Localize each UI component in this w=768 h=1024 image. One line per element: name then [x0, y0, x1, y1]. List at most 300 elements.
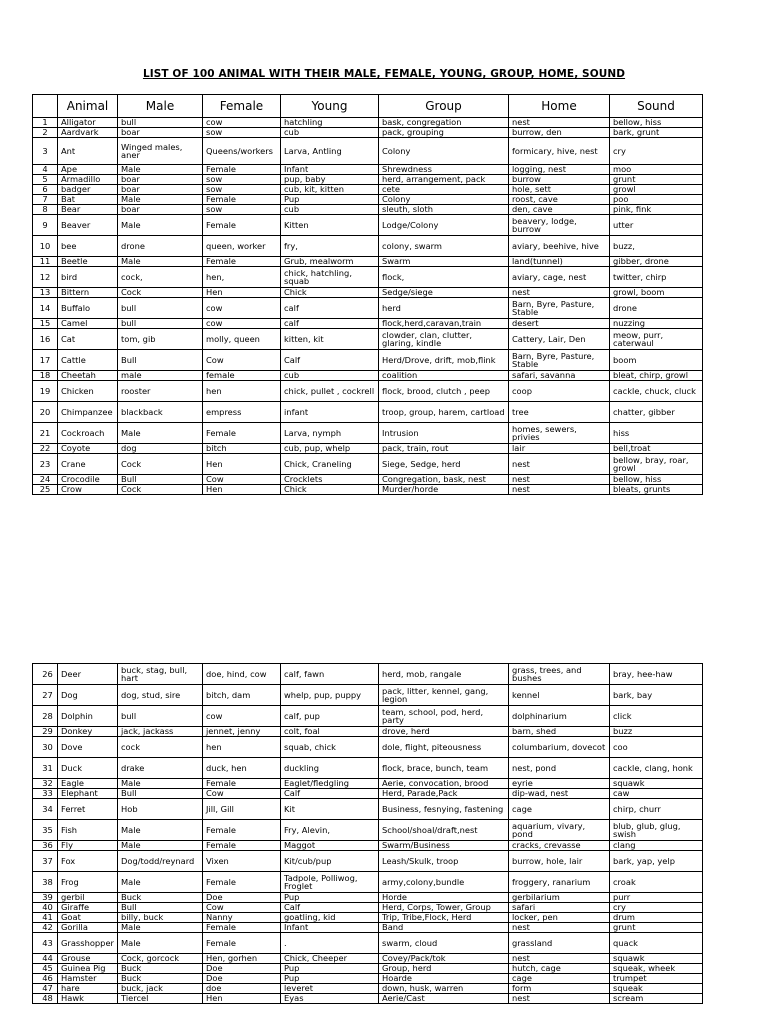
cell-female: female: [203, 371, 281, 381]
table-row: [33, 727, 703, 737]
header-group: Group: [379, 95, 509, 118]
cell-male: Tiercel: [118, 994, 203, 1004]
header-animal: Animal: [58, 95, 118, 118]
cell-home: nest, pond: [509, 758, 610, 779]
cell-group: dole, flight, piteousness: [379, 737, 509, 758]
cell-young: Maggot: [281, 841, 379, 851]
table-row: [33, 288, 703, 298]
cell-number: 38: [33, 872, 58, 893]
cell-home: nest: [509, 454, 610, 475]
cell-number: 34: [33, 799, 58, 820]
cell-group: army,colony,bundle: [379, 872, 509, 893]
cell-group: Congregation, bask, nest: [379, 475, 509, 485]
cell-male: Bull: [118, 475, 203, 485]
cell-animal: Ape: [58, 165, 118, 175]
cell-number: 47: [33, 984, 58, 994]
table-row: [33, 485, 703, 495]
cell-female: Doe: [203, 964, 281, 974]
cell-sound: bleat, chirp, growl: [610, 371, 703, 381]
cell-sound: drum: [610, 913, 703, 923]
cell-female: Female: [203, 820, 281, 841]
cell-number: 26: [33, 664, 58, 685]
cell-young: whelp, pup, puppy: [281, 685, 379, 706]
cell-sound: bleats, grunts: [610, 485, 703, 495]
cell-female: Hen, gorhen: [203, 954, 281, 964]
cell-group: flock,: [379, 267, 509, 288]
cell-animal: Eagle: [58, 779, 118, 789]
table-row: [33, 954, 703, 964]
cell-number: 37: [33, 851, 58, 872]
cell-group: herd, arrangement, pack: [379, 175, 509, 185]
cell-home: desert: [509, 319, 610, 329]
cell-animal: Camel: [58, 319, 118, 329]
table-row: [33, 994, 703, 1004]
cell-sound: growl, boom: [610, 288, 703, 298]
cell-number: 19: [33, 381, 58, 402]
cell-young: Calf: [281, 350, 379, 371]
cell-number: 30: [33, 737, 58, 758]
cell-female: jennet, jenny: [203, 727, 281, 737]
table-row: [33, 402, 703, 423]
cell-home: gerbilarium: [509, 893, 610, 903]
cell-sound: bark, bay: [610, 685, 703, 706]
cell-animal: Bear: [58, 205, 118, 215]
cell-animal: Cheetah: [58, 371, 118, 381]
cell-male: Male: [118, 841, 203, 851]
table-row: [33, 893, 703, 903]
cell-group: School/shoal/draft,nest: [379, 820, 509, 841]
cell-group: Shrewdness: [379, 165, 509, 175]
cell-young: Kit/cub/pup: [281, 851, 379, 872]
cell-home: aviary, beehive, hive: [509, 236, 610, 257]
cell-female: empress: [203, 402, 281, 423]
cell-male: Cock: [118, 288, 203, 298]
cell-male: dog: [118, 444, 203, 454]
cell-home: safari: [509, 903, 610, 913]
cell-group: colony, swarm: [379, 236, 509, 257]
cell-female: cow: [203, 319, 281, 329]
cell-animal: badger: [58, 185, 118, 195]
cell-home: locker, pen: [509, 913, 610, 923]
cell-female: cow: [203, 118, 281, 128]
cell-female: hen: [203, 737, 281, 758]
cell-home: grassland: [509, 933, 610, 954]
cell-animal: Chimpanzee: [58, 402, 118, 423]
cell-female: Jill, Gill: [203, 799, 281, 820]
cell-female: Female: [203, 923, 281, 933]
cell-male: Male: [118, 165, 203, 175]
cell-male: male: [118, 371, 203, 381]
cell-animal: Hawk: [58, 994, 118, 1004]
cell-group: pack, grouping: [379, 128, 509, 138]
cell-young: fry,: [281, 236, 379, 257]
cell-group: Herd, Corps, Tower, Group: [379, 903, 509, 913]
table-row: [33, 175, 703, 185]
cell-young: duckling: [281, 758, 379, 779]
cell-group: coalition: [379, 371, 509, 381]
header-young: Young: [281, 95, 379, 118]
cell-home: Barn, Byre, Pasture, Stable: [509, 298, 610, 319]
cell-animal: Elephant: [58, 789, 118, 799]
cell-number: 18: [33, 371, 58, 381]
cell-female: hen,: [203, 267, 281, 288]
cell-animal: Hamster: [58, 974, 118, 984]
cell-number: 15: [33, 319, 58, 329]
table-row: [33, 454, 703, 475]
cell-young: Pup: [281, 195, 379, 205]
cell-number: 29: [33, 727, 58, 737]
table-row: [33, 984, 703, 994]
animal-table-2: [32, 663, 703, 1004]
cell-animal: Bittern: [58, 288, 118, 298]
header-male: Male: [118, 95, 203, 118]
cell-number: 23: [33, 454, 58, 475]
cell-sound: bellow, hiss: [610, 475, 703, 485]
cell-female: sow: [203, 175, 281, 185]
cell-sound: squawk: [610, 779, 703, 789]
cell-animal: Bat: [58, 195, 118, 205]
cell-male: Male: [118, 933, 203, 954]
cell-young: Larva, nymph: [281, 423, 379, 444]
cell-animal: Dove: [58, 737, 118, 758]
cell-home: nest: [509, 485, 610, 495]
cell-female: sow: [203, 205, 281, 215]
cell-male: Male: [118, 423, 203, 444]
cell-animal: Ant: [58, 138, 118, 165]
cell-group: Group, herd: [379, 964, 509, 974]
cell-male: rooster: [118, 381, 203, 402]
cell-female: Vixen: [203, 851, 281, 872]
cell-animal: Fox: [58, 851, 118, 872]
table-row: [33, 185, 703, 195]
cell-home: tree: [509, 402, 610, 423]
cell-young: Larva, Antling: [281, 138, 379, 165]
cell-animal: Dog: [58, 685, 118, 706]
table-row: [33, 444, 703, 454]
cell-young: .: [281, 933, 379, 954]
cell-group: flock, brood, clutch , peep: [379, 381, 509, 402]
table-header-row: [33, 95, 703, 118]
table-row: [33, 789, 703, 799]
cell-home: Barn, Byre, Pasture, Stable: [509, 350, 610, 371]
cell-group: cete: [379, 185, 509, 195]
cell-male: cock: [118, 737, 203, 758]
table-row: [33, 215, 703, 236]
cell-young: Fry, Alevin,: [281, 820, 379, 841]
cell-young: Tadpole, Polliwog, Froglet: [281, 872, 379, 893]
cell-male: Buck: [118, 974, 203, 984]
cell-young: pup, baby: [281, 175, 379, 185]
cell-home: nest: [509, 288, 610, 298]
cell-sound: grunt: [610, 175, 703, 185]
cell-young: infant: [281, 402, 379, 423]
cell-male: Male: [118, 257, 203, 267]
cell-group: Trip, Tribe,Flock, Herd: [379, 913, 509, 923]
cell-young: kitten, kit: [281, 329, 379, 350]
cell-male: bull: [118, 706, 203, 727]
cell-home: cracks, crevasse: [509, 841, 610, 851]
cell-number: 31: [33, 758, 58, 779]
cell-sound: nuzzing: [610, 319, 703, 329]
cell-sound: coo: [610, 737, 703, 758]
table-body-1: [33, 118, 703, 495]
cell-home: columbarium, dovecot: [509, 737, 610, 758]
cell-sound: drone: [610, 298, 703, 319]
cell-sound: trumpet: [610, 974, 703, 984]
cell-female: Female: [203, 841, 281, 851]
cell-home: beavery, lodge, burrow: [509, 215, 610, 236]
cell-group: Intrusion: [379, 423, 509, 444]
cell-male: Male: [118, 820, 203, 841]
cell-group: swarm, cloud: [379, 933, 509, 954]
cell-animal: Coyote: [58, 444, 118, 454]
cell-female: Female: [203, 779, 281, 789]
cell-animal: Alligator: [58, 118, 118, 128]
cell-young: squab, chick: [281, 737, 379, 758]
cell-male: cock,: [118, 267, 203, 288]
cell-home: Cattery, Lair, Den: [509, 329, 610, 350]
cell-female: Hen: [203, 288, 281, 298]
cell-male: buck, stag, bull, hart: [118, 664, 203, 685]
cell-home: formicary, hive, nest: [509, 138, 610, 165]
cell-male: boar: [118, 175, 203, 185]
cell-sound: squeak: [610, 984, 703, 994]
cell-number: 24: [33, 475, 58, 485]
cell-female: Doe: [203, 974, 281, 984]
cell-young: Pup: [281, 893, 379, 903]
cell-home: land(tunnel): [509, 257, 610, 267]
cell-sound: squeak, wheek: [610, 964, 703, 974]
cell-young: colt, foal: [281, 727, 379, 737]
cell-animal: Duck: [58, 758, 118, 779]
cell-female: Nanny: [203, 913, 281, 923]
cell-male: bull: [118, 118, 203, 128]
header-home: Home: [509, 95, 610, 118]
cell-female: sow: [203, 185, 281, 195]
table-row: [33, 964, 703, 974]
cell-female: Hen: [203, 485, 281, 495]
cell-home: dip-wad, nest: [509, 789, 610, 799]
document-title: LIST OF 100 ANIMAL WITH THEIR MALE, FEMALE, YOUNG, GROUP, HOME, SOUND: [142, 68, 626, 80]
cell-number: 33: [33, 789, 58, 799]
cell-number: 16: [33, 329, 58, 350]
cell-female: bitch: [203, 444, 281, 454]
cell-home: cage: [509, 799, 610, 820]
cell-group: Sedge/siege: [379, 288, 509, 298]
cell-animal: Cattle: [58, 350, 118, 371]
table-row: [33, 128, 703, 138]
cell-young: Infant: [281, 923, 379, 933]
cell-young: Kit: [281, 799, 379, 820]
cell-group: drove, herd: [379, 727, 509, 737]
cell-young: cub, kit, kitten: [281, 185, 379, 195]
cell-young: Eaglet/fledgling: [281, 779, 379, 789]
cell-animal: Fish: [58, 820, 118, 841]
cell-male: buck, jack: [118, 984, 203, 994]
cell-female: Female: [203, 165, 281, 175]
cell-home: hutch, cage: [509, 964, 610, 974]
cell-sound: purr: [610, 893, 703, 903]
cell-sound: bellow, hiss: [610, 118, 703, 128]
table-row: [33, 118, 703, 128]
cell-male: jack, jackass: [118, 727, 203, 737]
table-row: [33, 298, 703, 319]
cell-home: nest: [509, 475, 610, 485]
cell-group: herd: [379, 298, 509, 319]
cell-female: duck, hen: [203, 758, 281, 779]
cell-number: 36: [33, 841, 58, 851]
cell-sound: cackle, clang, honk: [610, 758, 703, 779]
cell-number: 2: [33, 128, 58, 138]
cell-male: dog, stud, sire: [118, 685, 203, 706]
table-row: [33, 779, 703, 789]
cell-home: logging, nest: [509, 165, 610, 175]
cell-male: Hob: [118, 799, 203, 820]
cell-home: grass, trees, and bushes: [509, 664, 610, 685]
cell-home: aviary, cage, nest: [509, 267, 610, 288]
table-row: [33, 138, 703, 165]
cell-sound: cry: [610, 903, 703, 913]
cell-male: bull: [118, 298, 203, 319]
cell-number: 22: [33, 444, 58, 454]
cell-female: Hen: [203, 994, 281, 1004]
cell-animal: Beetle: [58, 257, 118, 267]
cell-home: dolphinarium: [509, 706, 610, 727]
cell-sound: chirp, churr: [610, 799, 703, 820]
cell-young: Crocklets: [281, 475, 379, 485]
cell-home: nest: [509, 994, 610, 1004]
cell-male: Winged males, aner: [118, 138, 203, 165]
cell-number: 13: [33, 288, 58, 298]
cell-sound: hiss: [610, 423, 703, 444]
cell-home: barn, shed: [509, 727, 610, 737]
cell-animal: Giraffe: [58, 903, 118, 913]
cell-male: Cock: [118, 454, 203, 475]
cell-group: Lodge/Colony: [379, 215, 509, 236]
cell-number: 10: [33, 236, 58, 257]
table-row: [33, 329, 703, 350]
cell-female: doe: [203, 984, 281, 994]
cell-young: chick, pullet , cockrell: [281, 381, 379, 402]
cell-male: Male: [118, 779, 203, 789]
cell-male: Male: [118, 923, 203, 933]
cell-number: 40: [33, 903, 58, 913]
cell-home: den, cave: [509, 205, 610, 215]
cell-female: Doe: [203, 893, 281, 903]
cell-male: Male: [118, 872, 203, 893]
cell-home: homes, sewers, privies: [509, 423, 610, 444]
cell-sound: bellow, bray, roar, growl: [610, 454, 703, 475]
cell-young: Pup: [281, 964, 379, 974]
cell-number: 14: [33, 298, 58, 319]
cell-home: roost, cave: [509, 195, 610, 205]
cell-female: Cow: [203, 350, 281, 371]
cell-number: 9: [33, 215, 58, 236]
cell-home: eyrie: [509, 779, 610, 789]
cell-home: burrow, den: [509, 128, 610, 138]
cell-female: cow: [203, 298, 281, 319]
cell-female: molly, queen: [203, 329, 281, 350]
table-row: [33, 903, 703, 913]
table-row: [33, 371, 703, 381]
cell-number: 27: [33, 685, 58, 706]
cell-animal: Gorilla: [58, 923, 118, 933]
cell-group: Band: [379, 923, 509, 933]
cell-animal: Deer: [58, 664, 118, 685]
cell-sound: moo: [610, 165, 703, 175]
cell-number: 7: [33, 195, 58, 205]
cell-male: bull: [118, 319, 203, 329]
cell-home: burrow, hole, lair: [509, 851, 610, 872]
cell-group: Aerie, convocation, brood: [379, 779, 509, 789]
table-row: [33, 165, 703, 175]
cell-number: 1: [33, 118, 58, 128]
table-row: [33, 913, 703, 923]
table-row: [33, 841, 703, 851]
cell-female: Cow: [203, 475, 281, 485]
cell-group: Aerie/Cast: [379, 994, 509, 1004]
cell-number: 43: [33, 933, 58, 954]
cell-home: cage: [509, 974, 610, 984]
cell-animal: gerbil: [58, 893, 118, 903]
cell-young: cub: [281, 128, 379, 138]
cell-female: queen, worker: [203, 236, 281, 257]
cell-sound: bark, grunt: [610, 128, 703, 138]
cell-group: Siege, Sedge, herd: [379, 454, 509, 475]
cell-sound: gibber, drone: [610, 257, 703, 267]
cell-sound: scream: [610, 994, 703, 1004]
cell-male: drake: [118, 758, 203, 779]
cell-animal: Guinea Pig: [58, 964, 118, 974]
cell-sound: grunt: [610, 923, 703, 933]
cell-young: Chick, Cheeper: [281, 954, 379, 964]
cell-young: Chick: [281, 485, 379, 495]
cell-female: Queens/workers: [203, 138, 281, 165]
cell-group: Swarm/Business: [379, 841, 509, 851]
cell-home: lair: [509, 444, 610, 454]
cell-group: bask, congregation: [379, 118, 509, 128]
cell-group: Herd, Parade,Pack: [379, 789, 509, 799]
cell-number: 41: [33, 913, 58, 923]
cell-young: cub: [281, 205, 379, 215]
cell-female: Female: [203, 872, 281, 893]
cell-young: Infant: [281, 165, 379, 175]
cell-number: 12: [33, 267, 58, 288]
cell-animal: hare: [58, 984, 118, 994]
cell-young: calf: [281, 298, 379, 319]
cell-group: pack, train, rout: [379, 444, 509, 454]
cell-male: Cock, gorcock: [118, 954, 203, 964]
cell-number: 5: [33, 175, 58, 185]
cell-animal: Crocodile: [58, 475, 118, 485]
cell-animal: Fly: [58, 841, 118, 851]
cell-group: Colony: [379, 195, 509, 205]
cell-group: Covey/Pack/tok: [379, 954, 509, 964]
cell-male: Bull: [118, 903, 203, 913]
cell-sound: boom: [610, 350, 703, 371]
table-row: [33, 664, 703, 685]
header-sound: Sound: [610, 95, 703, 118]
cell-home: froggery, ranarium: [509, 872, 610, 893]
cell-group: Horde: [379, 893, 509, 903]
cell-group: Business, fesnying, fastening: [379, 799, 509, 820]
cell-young: Calf: [281, 903, 379, 913]
cell-group: flock,herd,caravan,train: [379, 319, 509, 329]
cell-animal: Chicken: [58, 381, 118, 402]
cell-animal: Crow: [58, 485, 118, 495]
table-row: [33, 933, 703, 954]
animal-table-1: [32, 94, 703, 495]
